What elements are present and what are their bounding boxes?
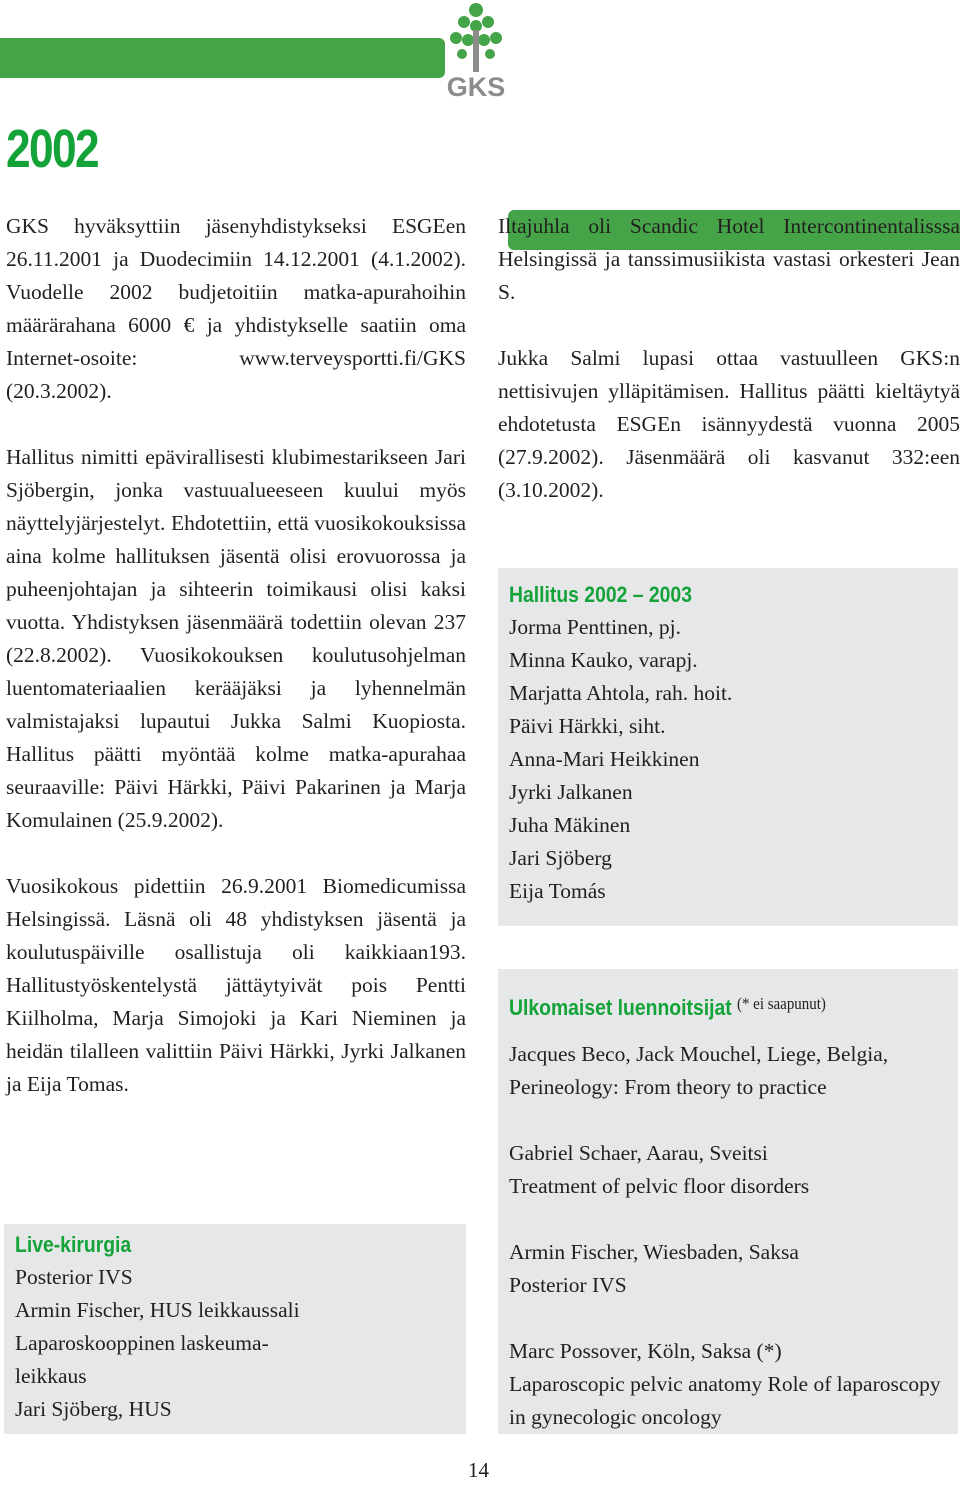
board-member-list xyxy=(509,611,948,908)
lecturers-note: (* ei saapunut) xyxy=(736,994,826,1013)
list-item: Posterior IVS xyxy=(15,1265,133,1289)
lecturers-heading xyxy=(509,987,895,1024)
list-item: Juha Mäkinen xyxy=(509,813,631,837)
left-column xyxy=(6,210,466,1101)
list-item: Jyrki Jalkanen xyxy=(509,780,633,804)
lecture-topic: Treatment of pelvic floor disorders xyxy=(509,1174,810,1198)
lecturer-name: Jacques Beco, Jack Mouchel, Liege, Belgia, xyxy=(509,1042,889,1066)
page-number: 14 xyxy=(468,1458,489,1482)
header-bar-left xyxy=(0,38,445,78)
lecturer-name: Armin Fischer, Wiesbaden, Saksa xyxy=(509,1240,799,1264)
list-item: Armin Fischer, HUS leikkaussali xyxy=(15,1298,300,1322)
logo-text: GKS xyxy=(446,72,506,102)
live-surgery-heading: Live-kirurgia xyxy=(15,1232,132,1257)
tree-icon xyxy=(440,2,512,74)
live-surgery-list xyxy=(15,1261,456,1426)
list-item: Jari Sjöberg, HUS xyxy=(15,1397,172,1421)
lecturer-name: Gabriel Schaer, Aarau, Sveitsi xyxy=(509,1141,768,1165)
lecturers-box xyxy=(498,969,958,1434)
list-item: Jari Sjöberg xyxy=(509,846,612,870)
list-item: Päivi Härkki, siht. xyxy=(509,714,666,738)
page-title: 2002 xyxy=(6,119,98,179)
list-item: leikkaus xyxy=(15,1364,87,1388)
gks-logo xyxy=(440,2,512,102)
paragraph: Vuosikokous pidettiin 26.9.2001 Biomedicumissa Helsingissä. Läsnä oli 48 yhdistyksen jäsentä ja koulutuspäiville osallistuja oli kaikkiaan193. Hallitustyöskentelystä jättäytyivät pois Pentti Kiilholma, Marja Simojoki ja Kari Nieminen ja heidän tilalleen valittiin Päivi Härkki, Jyrki Jalkanen ja Eija Tomas. xyxy=(6,874,466,1096)
list-item: Anna-Mari Heikkinen xyxy=(509,747,700,771)
lecture-topic: Laparoscopic pelvic anatomy Role of laparoscopy in gynecologic oncology xyxy=(509,1372,941,1429)
list-item: Eija Tomás xyxy=(509,879,606,903)
list-item: Laparoskooppinen laskeuma- xyxy=(15,1331,269,1355)
board-box xyxy=(498,568,958,926)
paragraph: Iltajuhla oli Scandic Hotel Intercontinentalisssa Helsingissä ja tanssimusiikista vastasi orkesteri Jean S. xyxy=(498,214,960,304)
lecturers-heading-text: Ulkomaiset luennoitsijat xyxy=(509,995,732,1020)
lecture-topic: Perineology: From theory to practice xyxy=(509,1075,827,1099)
list-item: Jorma Penttinen, pj. xyxy=(509,615,681,639)
live-surgery-box xyxy=(4,1224,466,1434)
lecturer-entry xyxy=(509,1038,948,1104)
lecturer-entry xyxy=(509,1335,948,1434)
paragraph: Jukka Salmi lupasi ottaa vastuulleen GKS:n nettisivujen ylläpitämisen. Hallitus päätti kieltäytyä ehdotetusta ESGEn isännyydestä vuonna 2005 (27.9.2002). Jäsenmäärä oli kasvanut 332:een (3.10.2002). xyxy=(498,346,960,502)
list-item: Minna Kauko, varapj. xyxy=(509,648,698,672)
lecture-topic: Posterior IVS xyxy=(509,1273,627,1297)
list-item: Marjatta Ahtola, rah. hoit. xyxy=(509,681,733,705)
lecturer-entry xyxy=(509,1236,948,1302)
lecturer-name: Marc Possover, Köln, Saksa (*) xyxy=(509,1339,782,1363)
board-heading: Hallitus 2002 – 2003 xyxy=(509,582,692,607)
lecturer-entry xyxy=(509,1137,948,1203)
paragraph: GKS hyväksyttiin jäsenyhdistykseksi ESGEen 26.11.2001 ja Duodecimiin 14.12.2001 (4.1.2002). Vuodelle 2002 budjetoitiin matka-apurahoihin määrärahana 6000 € ja yhdistykselle saatiin oma Internet-osoite: www.terveysportti.fi/GKS (20.3.2002). xyxy=(6,214,466,403)
right-column xyxy=(498,210,960,507)
paragraph: Hallitus nimitti epävirallisesti klubimestarikseen Jari Sjöbergin, jonka vastuualueeseen kuului myös näyttelyjärjestelyt. Ehdotettiin, että vuosikokouksissa aina kolme hallituksen jäsentä olisi erovuorossa ja puheenjohtajan ja sihteerin toimikausi olisi kaksi vuotta. Yhdistyksen jäsenmäärä todettiin olevan 237 (22.8.2002). Vuosikokouksen koulutusohjelman luentomateriaalien kerääjäksi ja lyhennelmän valmistajaksi lupautui Jukka Salmi Kuopiosta. Hallitus päätti myöntää kolme matka-apurahaa seuraaville: Päivi Härkki, Päivi Pakarinen ja Marja Komulainen (25.9.2002). xyxy=(6,445,466,832)
